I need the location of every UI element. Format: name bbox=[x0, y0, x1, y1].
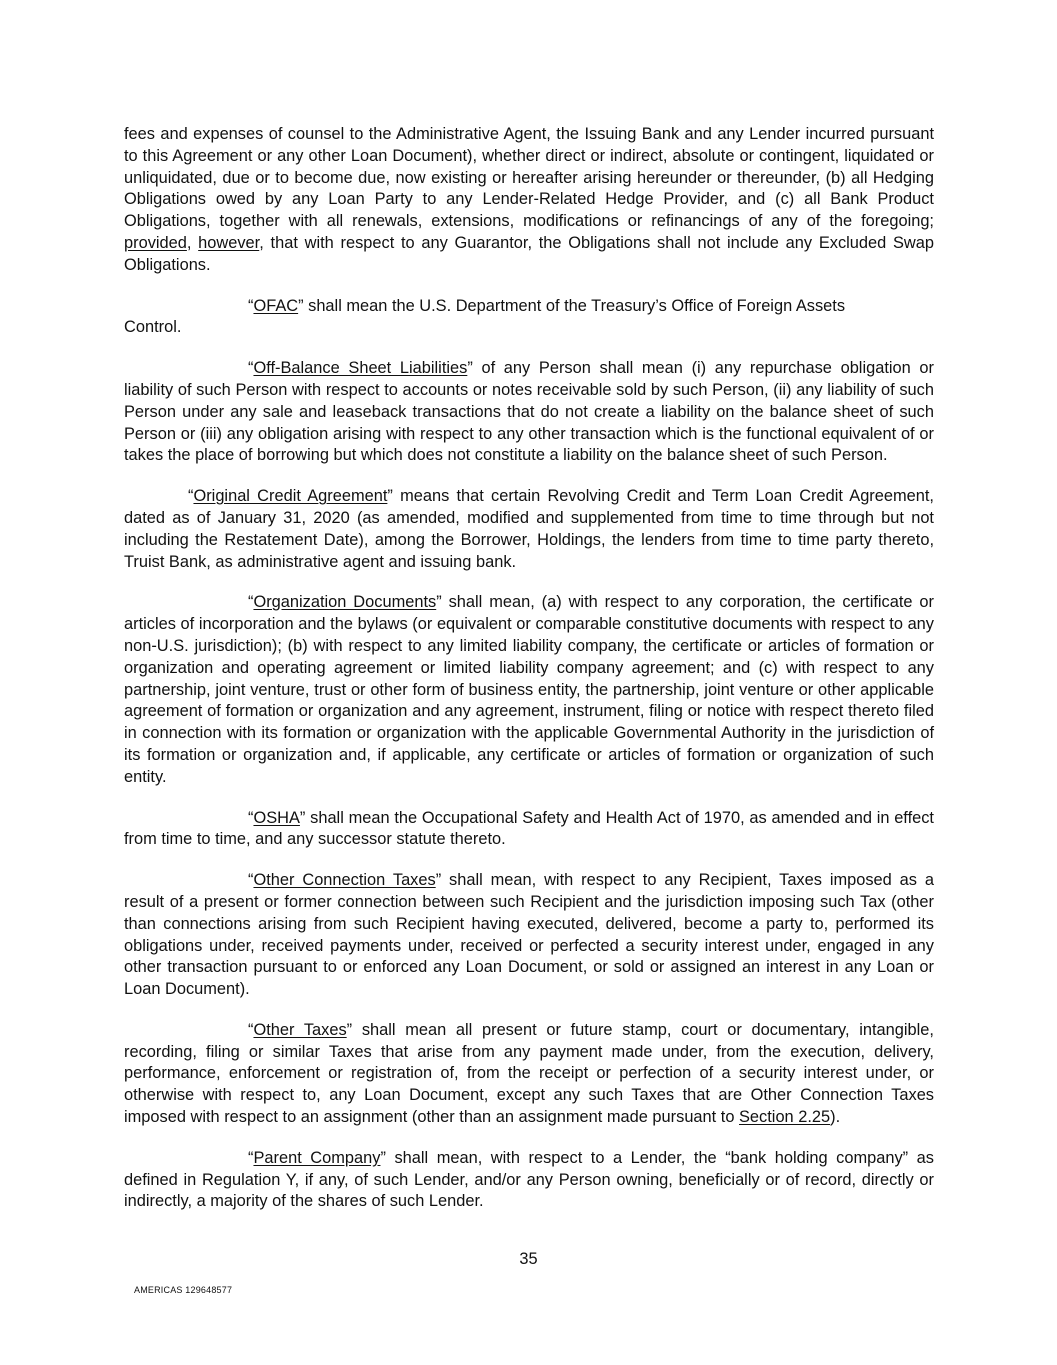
defined-term-original-credit-agreement: Original Credit Agreement bbox=[193, 487, 388, 506]
defined-term-organization-documents: Organization Documents bbox=[253, 593, 437, 612]
definition-parent-company: “Parent Company” shall mean, with respect to a Lender, the “bank holding company” as defined in Regulation Y, if any, of such Lender, and/or any Person owning, beneficially or of record, directly or indirectly, a majority of the shares of such Lender. bbox=[124, 1148, 934, 1211]
page-number: 35 bbox=[519, 1250, 538, 1268]
definition-ofac-continued: Control. bbox=[124, 318, 182, 337]
defined-term-other-taxes: Other Taxes bbox=[253, 1020, 347, 1039]
definition-organization-documents: “Organization Documents” shall mean, (a) with respect to any corporation, the certificate or articles of incorporation and the bylaws (or equivalent or comparable constitutive documents with respect to any non-U.S. jurisdiction); (b) with respect to any limited liability company, the certificate or articles of formation or organization and operating agreement or limited liability company agreement; and (c) with respect to any partnership, joint venture, trust or other form of business entity, the partnership, joint venture or other applicable agreement of formation or organization and any agreement, instrument, filing or notice with respect thereto filed in connection with its formation or organization with the applicable Governmental Authority in the jurisdiction of its formation or organization and, if applicable, any certificate or articles of formation or organization of such entity. bbox=[124, 593, 934, 786]
section-reference-2-25: Section 2.25 bbox=[739, 1108, 831, 1127]
definition-off-balance-sheet-liabilities: “Off-Balance Sheet Liabilities” of any Person shall mean (i) any repurchase obligation or liability of such Person with respect to accounts or notes receivable sold by such Person, (ii) any liability of such Person under any sale and leaseback transactions that do not create a liability on the balance sheet of such Person or (iii) any obligation arising with respect to any other transaction which is the functional equivalent of or takes the place of borrowing but which does not constitute a liability on the balance sheet of such Person. bbox=[124, 359, 934, 465]
document-body bbox=[124, 124, 934, 1232]
definition-other-connection-taxes: “Other Connection Taxes” shall mean, with respect to any Recipient, Taxes imposed as a result of a present or former connection between such Recipient and the jurisdiction imposing such Tax (other than connections arising from such Recipient having executed, delivered, become a party to, performed its obligations under, received payments under, received or perfected a security interest under, engaged in any other transaction pursuant to or enforced any Loan Document, or sold or assigned an interest in any Loan or Loan Document). bbox=[124, 871, 934, 999]
definition-ofac: “OFAC” shall mean the U.S. Department of the Treasury’s Office of Foreign Assets bbox=[248, 296, 846, 315]
document-id: AMERICAS 129648577 bbox=[134, 1285, 233, 1295]
defined-term-osha: OSHA bbox=[253, 808, 300, 827]
definition-other-taxes: “Other Taxes” shall mean all present or future stamp, court or documentary, intangible, recording, filing or similar Taxes that arise from any payment made under, from the execution, delivery, performance, enforcement or registration of, from the receipt or perfection of a security interest under, or otherwise with respect to, any Loan Document, except any such Taxes that are Other Connection Taxes imposed with respect to an assignment (other than an assignment made pursuant to Section 2.25). bbox=[124, 1020, 934, 1127]
definition-osha: “OSHA” shall mean the Occupational Safety and Health Act of 1970, as amended and in effect from time to time, and any successor statute thereto. bbox=[124, 808, 934, 849]
term-however: however bbox=[198, 233, 260, 252]
defined-term-ofac: OFAC bbox=[253, 296, 299, 315]
defined-term-off-balance-sheet-liabilities: Off-Balance Sheet Liabilities bbox=[253, 359, 468, 378]
definition-original-credit-agreement: “Original Credit Agreement” means that certain Revolving Credit and Term Loan Credit Agreement, dated as of January 31, 2020 (as amended, modified and supplemented from time to time through but not including the Restatement Date), among the Borrower, Holdings, the lenders from time to time party thereto, Truist Bank, as administrative agent and issuing bank. bbox=[124, 487, 934, 571]
term-provided: provided bbox=[124, 233, 187, 252]
paragraph-obligations-continued: fees and expenses of counsel to the Administrative Agent, the Issuing Bank and any Lender incurred pursuant to this Agreement or any other Loan Document), whether direct or indirect, absolute or contingent, liquidated or unliquidated, due or to become due, now existing or hereafter arising hereunder or thereunder, (b) all Hedging Obligations owed by any Loan Party to any Lender-Related Hedge Provider, and (c) all Bank Product Obligations, together with all renewals, extensions, modifications or refinancings of any of the foregoing; provided, however, that with respect to any Guarantor, the Obligations shall not include any Excluded Swap Obligations. bbox=[124, 125, 934, 274]
defined-term-other-connection-taxes: Other Connection Taxes bbox=[253, 871, 436, 890]
defined-term-parent-company: Parent Company bbox=[253, 1148, 381, 1167]
